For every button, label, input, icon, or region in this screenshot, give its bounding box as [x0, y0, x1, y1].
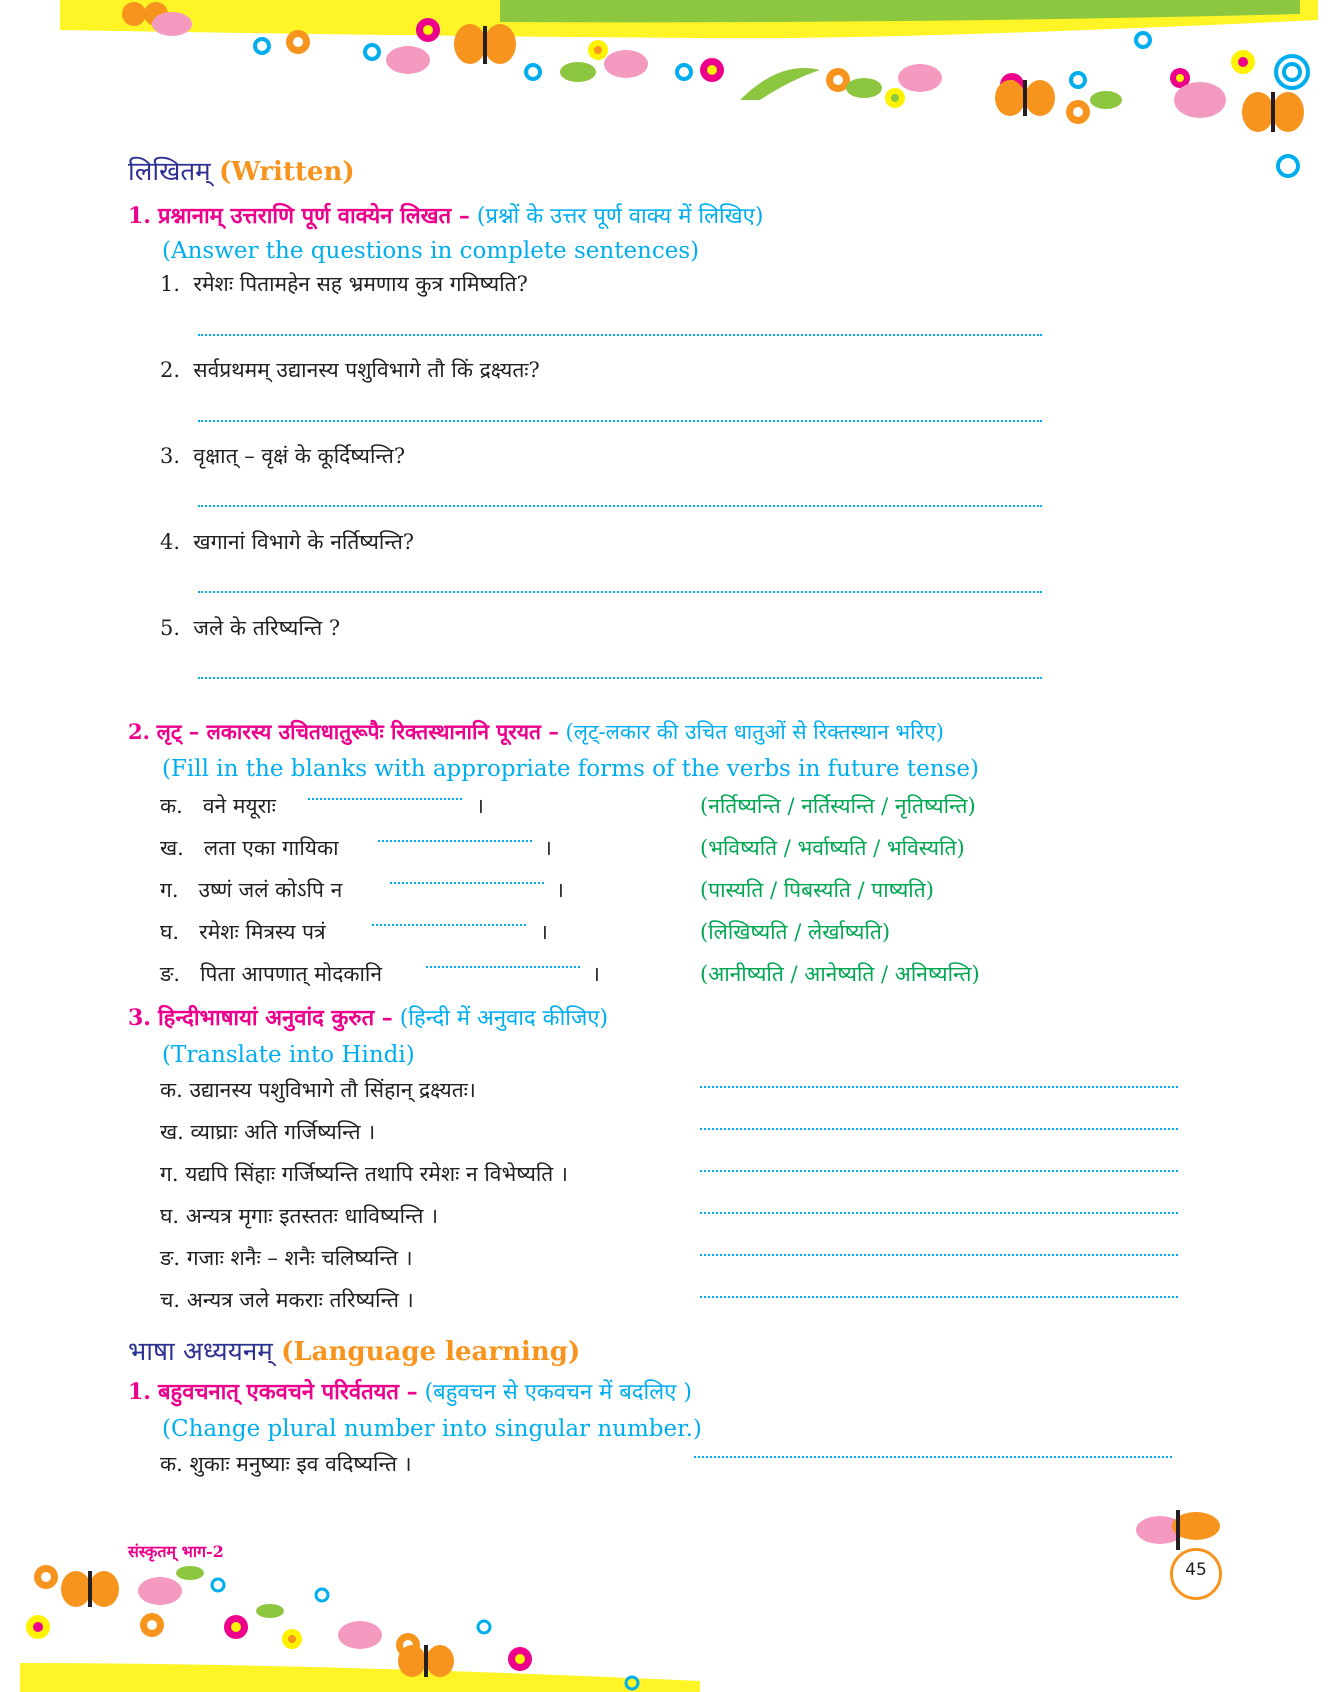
question-instruction: प्रश्नानाम् उत्तराणि पूर्ण वाक्येन लिखत –	[157, 203, 470, 229]
q3-item-nga	[160, 1244, 413, 1272]
translation-line[interactable]	[700, 1296, 1178, 1298]
section-title-language	[128, 1332, 580, 1368]
question-number: 2.	[128, 719, 150, 744]
item-letter: घ.	[160, 920, 180, 944]
answer-line[interactable]	[198, 677, 1042, 679]
q3-item-ka	[160, 1076, 476, 1104]
item-text: यद्यपि सिंहाः गर्जिष्यन्ति तथापि रमेशः न विभेष्यति ।	[185, 1162, 568, 1186]
verb-options: (लिखिष्यति / लेर्खाष्यति)	[700, 920, 891, 944]
book-title-footer: संस्कृतम् भाग-2	[128, 1542, 224, 1561]
page-number: 45	[1185, 1560, 1207, 1580]
answer-line[interactable]	[694, 1456, 1172, 1458]
q3-item-kha	[160, 1118, 375, 1146]
item-text: उष्णं जलं कोऽपि न	[198, 878, 343, 902]
q1-item-3	[160, 442, 405, 470]
item-text: रमेशः मित्रस्य पत्रं	[199, 920, 326, 944]
question-1-english: (Answer the questions in complete sentences)	[162, 238, 700, 264]
q2-item-nga	[160, 960, 382, 988]
item-text: शुकाः मनुष्याः इव वदिष्यन्ति ।	[189, 1452, 412, 1476]
section-title-written	[128, 152, 355, 188]
item-text: सर्वप्रथमम् उद्यानस्य पशुविभागे तौ किं द्रक्ष्यतः?	[193, 358, 540, 382]
item-text: अन्यत्र मृगाः इतस्ततः धाविष्यन्ति ।	[185, 1204, 439, 1228]
item-letter: घ.	[160, 1204, 180, 1228]
q1-item-4	[160, 528, 414, 556]
blank-field[interactable]	[372, 924, 526, 926]
section-title-sanskrit: भाषा अध्ययनम्	[128, 1337, 273, 1367]
danda: ।	[476, 794, 484, 818]
item-number: 3.	[160, 444, 181, 468]
item-letter: क.	[160, 1452, 183, 1476]
item-letter: क.	[160, 794, 183, 818]
question-hindi: (हिन्दी में अनुवाद कीजिए)	[399, 1006, 609, 1031]
item-text: वृक्षात् – वृक्षं के कूर्दिष्यन्ति?	[193, 444, 406, 468]
item-text: जले के तरिष्यन्ति ?	[193, 616, 341, 640]
blank-field[interactable]	[378, 840, 532, 842]
q1-item-5	[160, 614, 340, 642]
item-letter: ख.	[160, 836, 184, 860]
answer-line[interactable]	[198, 420, 1042, 422]
q1-item-2	[160, 356, 540, 384]
bottom-decorative-border	[0, 1555, 1332, 1692]
item-text: उद्यानस्य पशुविभागे तौ सिंहान् द्रक्ष्यतः।	[189, 1078, 476, 1102]
question-3-heading	[128, 1002, 608, 1032]
question-number: 1.	[128, 203, 151, 229]
flower-icon	[1130, 1500, 1230, 1560]
q1-item-1	[160, 270, 528, 298]
item-number: 2.	[160, 358, 181, 382]
q3-item-cha	[160, 1286, 414, 1314]
translation-line[interactable]	[700, 1212, 1178, 1214]
item-letter: ङ.	[160, 1246, 181, 1270]
language-question-1-english: (Change plural number into singular number.)	[162, 1416, 702, 1442]
q2-item-ka	[160, 792, 276, 820]
blank-field[interactable]	[308, 798, 462, 800]
danda: ।	[556, 878, 564, 902]
answer-line[interactable]	[198, 591, 1042, 593]
question-2-english: (Fill in the blanks with appropriate forms of the verbs in future tense)	[162, 756, 979, 782]
item-letter: ग.	[160, 1162, 179, 1186]
danda: ।	[540, 920, 548, 944]
question-3-english: (Translate into Hindi)	[162, 1042, 415, 1068]
danda: ।	[544, 836, 552, 860]
item-letter: ख.	[160, 1120, 184, 1144]
q2-item-gha	[160, 918, 326, 946]
question-instruction: लृट् – लकारस्य उचितधातुरूपैः रिक्तस्थानानि पूरयत –	[156, 719, 559, 744]
q3-item-gha	[160, 1202, 438, 1230]
butterfly-icon	[61, 1571, 454, 1677]
blank-field[interactable]	[426, 966, 580, 968]
section-title-english: (Written)	[219, 157, 355, 187]
q2-item-kha	[160, 834, 339, 862]
question-hindi: (बहुवचन से एकवचन में बदलिए )	[424, 1380, 692, 1405]
question-number: 3.	[128, 1005, 151, 1031]
question-hindi: (लृट्-लकार की उचित धातुओं से रिक्तस्थान भरिए)	[565, 720, 945, 744]
question-instruction: हिन्दीभाषायां अनुवांद कुरुत –	[157, 1005, 393, 1031]
q3-item-ga	[160, 1160, 568, 1188]
translation-line[interactable]	[700, 1128, 1178, 1130]
question-instruction: बहुवचनात् एकवचने परिर्वतयत –	[157, 1379, 418, 1405]
verb-options: (आनीष्यति / आनेष्यति / अनिष्यन्ति)	[700, 962, 980, 986]
item-letter: क.	[160, 1078, 183, 1102]
item-text: वने मयूराः	[202, 794, 276, 818]
verb-options: (भविष्यति / भर्वाष्यति / भविस्यति)	[700, 836, 965, 860]
item-text: गजाः शनैः – शनैः चलिष्यन्ति ।	[186, 1246, 413, 1270]
lq1-item-ka	[160, 1450, 412, 1478]
item-text: व्याघ्राः अति गर्जिष्यन्ति ।	[190, 1120, 376, 1144]
item-letter: ङ.	[160, 962, 181, 986]
q2-item-ga	[160, 876, 342, 904]
verb-options: (पास्यति / पिबस्यति / पाष्यति)	[700, 878, 934, 902]
question-hindi: (प्रश्नों के उत्तर पूर्ण वाक्य में लिखिए)	[476, 204, 764, 229]
translation-line[interactable]	[700, 1170, 1178, 1172]
translation-line[interactable]	[700, 1254, 1178, 1256]
leaf-icon	[176, 1566, 284, 1618]
translation-line[interactable]	[700, 1086, 1178, 1088]
language-question-1-heading	[128, 1376, 692, 1406]
item-number: 4.	[160, 530, 181, 554]
item-text: खगानां विभागे के नर्तिष्यन्ति?	[193, 530, 415, 554]
item-letter: च.	[160, 1288, 181, 1312]
item-text: रमेशः पितामहेन सह भ्रमणाय कुत्र गमिष्यति?	[193, 272, 528, 296]
section-title-english: (Language learning)	[281, 1337, 581, 1367]
item-text: अन्यत्र जले मकराः तरिष्यन्ति ।	[186, 1288, 414, 1312]
verb-options: (नर्तिष्यन्ति / नर्तिस्यन्ति / नृतिष्यन्ति)	[700, 794, 976, 818]
item-number: 5.	[160, 616, 181, 640]
question-number: 1.	[128, 1379, 151, 1405]
answer-line[interactable]	[198, 334, 1042, 336]
answer-line[interactable]	[198, 505, 1042, 507]
item-number: 1.	[160, 272, 181, 296]
item-text: पिता आपणात् मोदकानि	[200, 962, 383, 986]
section-title-sanskrit: लिखितम्	[128, 157, 211, 187]
blank-field[interactable]	[390, 882, 544, 884]
question-1-heading	[128, 200, 763, 230]
item-letter: ग.	[160, 878, 179, 902]
question-2-heading	[128, 718, 944, 746]
item-text: लता एका गायिका	[203, 836, 339, 860]
danda: ।	[592, 962, 600, 986]
